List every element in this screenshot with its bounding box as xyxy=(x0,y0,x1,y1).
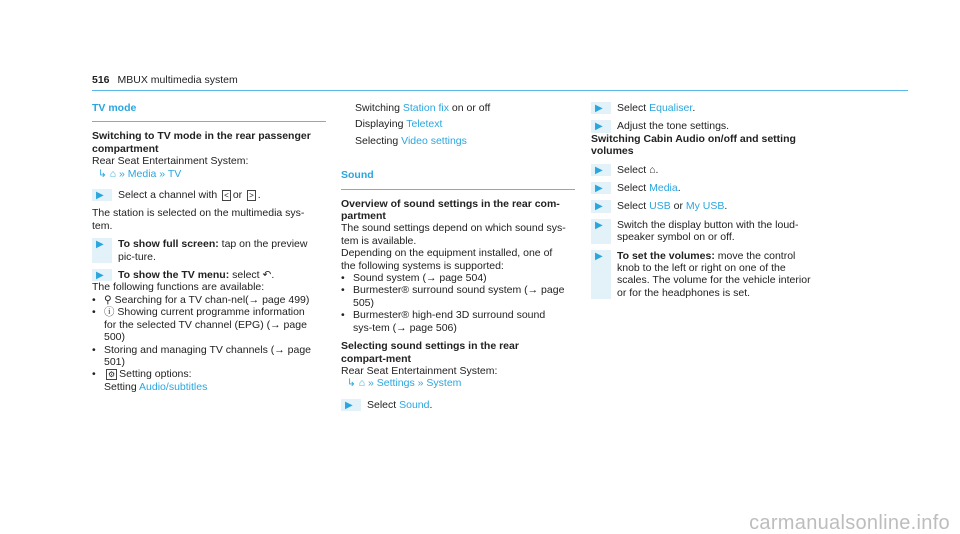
section-title-sound: Sound xyxy=(341,169,374,182)
text: Displaying xyxy=(355,118,404,131)
list-item-text: Sound system (→ page 504) xyxy=(353,272,487,285)
play-arrow-icon: ▶ xyxy=(595,183,603,195)
step-end: . xyxy=(257,189,261,202)
list-item-text: Burmester® high-end 3D surround sound sys-tem (→ page 506) xyxy=(353,309,546,334)
station-fix-link[interactable]: Station fix xyxy=(402,102,449,114)
text: . xyxy=(692,102,696,114)
text: Select xyxy=(617,200,647,213)
enter-arrow-icon: ↳ xyxy=(347,377,356,390)
play-arrow-icon: ▶ xyxy=(96,239,104,251)
play-arrow-icon: ▶ xyxy=(96,190,104,202)
text: . xyxy=(724,200,728,213)
home-icon[interactable]: ⌂ xyxy=(649,163,656,176)
list-item-search: Searching for a TV chan-nel(→ page 499) xyxy=(114,293,310,306)
list-item-options: Setting options: xyxy=(119,368,192,381)
step-marker xyxy=(591,164,611,176)
list-item xyxy=(92,344,317,369)
step-full-screen xyxy=(92,238,317,263)
page-title: MBUX multimedia system xyxy=(117,74,238,86)
play-arrow-icon: ▶ xyxy=(595,103,603,114)
step-or: or xyxy=(232,189,243,202)
list-item xyxy=(92,294,317,306)
chevron-right-icon[interactable]: > xyxy=(249,191,254,201)
list-item-storing: Storing and managing TV channels (→ page 501) xyxy=(104,343,312,368)
spacer xyxy=(92,180,317,189)
list-item-text: Burmester® surround sound system (→ page 505) xyxy=(353,284,565,309)
play-arrow-icon: ▶ xyxy=(595,164,603,176)
home-icon[interactable]: ⌂ xyxy=(109,167,117,180)
step-text xyxy=(611,164,816,176)
step-select-home xyxy=(591,164,816,176)
step-text xyxy=(112,238,317,263)
step-adjust-tone xyxy=(591,120,816,132)
column-2 xyxy=(341,102,566,411)
line-video-settings xyxy=(341,135,566,147)
column-3 xyxy=(591,102,816,299)
teletext-link[interactable]: Teletext xyxy=(406,118,443,131)
text: Select xyxy=(367,398,397,411)
spacer xyxy=(341,147,566,169)
step-text-a: Select a channel with xyxy=(118,189,218,202)
breadcrumb xyxy=(341,377,566,389)
step-marker xyxy=(591,200,611,212)
step-body: tap on the preview pic-ture. xyxy=(118,238,308,263)
text: . xyxy=(677,182,681,195)
bullet: • xyxy=(341,284,345,297)
breadcrumb-media[interactable]: Media xyxy=(127,167,157,180)
context-text: Rear Seat Entertainment System: xyxy=(341,364,498,377)
step-marker xyxy=(591,182,611,194)
step-marker xyxy=(341,399,361,411)
setting-label: Setting xyxy=(104,380,137,393)
line-station-fix xyxy=(341,102,566,114)
bullet: • xyxy=(92,343,96,356)
text: . xyxy=(655,163,659,176)
bullet: • xyxy=(341,272,345,285)
step-text xyxy=(112,189,317,201)
text: Select xyxy=(617,102,647,114)
step-select-media xyxy=(591,182,816,194)
context-text: Rear Seat Entertainment System: xyxy=(92,155,249,168)
page-header xyxy=(92,74,238,86)
step-bold: To show full screen: xyxy=(118,238,219,251)
heading-switching-tv: Switching to TV mode in the rear passenger compartment xyxy=(92,130,311,155)
step-bold: To set the volumes: xyxy=(617,249,715,262)
header-divider xyxy=(92,90,908,91)
chevron-right-icon: » xyxy=(417,377,424,390)
enter-arrow-icon: ↳ xyxy=(98,167,107,180)
media-link[interactable]: Media xyxy=(649,182,678,195)
bullet: • xyxy=(92,368,96,381)
my-usb-link[interactable]: My USB xyxy=(685,200,725,213)
step-marker xyxy=(591,120,611,132)
paragraph-station-selected: The station is selected on the multimedia sys-tem. xyxy=(92,207,305,232)
heading-cabin-audio: Switching Cabin Audio on/off and setting volumes xyxy=(591,132,796,158)
play-arrow-icon: ▶ xyxy=(595,121,603,133)
step-text xyxy=(611,200,816,212)
section-title-tv-mode: TV mode xyxy=(92,102,137,114)
bullet: • xyxy=(92,293,96,306)
step-marker xyxy=(591,250,611,300)
text: . xyxy=(429,398,433,411)
search-icon: ⚲ xyxy=(104,293,112,306)
step-text xyxy=(361,399,566,411)
step-marker xyxy=(591,102,611,114)
watermark: carmanualsonline.info xyxy=(749,511,950,534)
step-body: move the control knob to the left or right on one of the scales. The volume for the vehicle interior or for the headphones is set. xyxy=(617,249,811,299)
play-arrow-icon: ▶ xyxy=(595,219,603,231)
list-item xyxy=(341,284,566,309)
list-item xyxy=(92,368,317,393)
usb-link[interactable]: USB xyxy=(649,200,671,213)
step-body: select xyxy=(229,269,260,282)
list-item-text xyxy=(104,368,207,393)
step-text: To show the TV menu: select ↶. xyxy=(118,269,275,282)
info-icon: ⓘ xyxy=(104,306,115,319)
step-marker xyxy=(591,219,611,244)
step-text xyxy=(611,182,816,194)
list-item-text xyxy=(104,294,309,306)
step-select-sound xyxy=(341,399,566,411)
step-marker xyxy=(92,269,112,281)
text: Selecting xyxy=(355,134,399,147)
breadcrumb-tv[interactable]: TV xyxy=(167,167,182,180)
section-divider xyxy=(341,189,575,190)
paragraph: Depending on the equipment installed, one of the following systems is supported: xyxy=(341,247,553,272)
bullet: • xyxy=(92,306,96,319)
chevron-right-icon: » xyxy=(159,167,166,180)
step-text xyxy=(611,102,816,114)
back-icon[interactable]: ↶ xyxy=(262,269,272,282)
step-text xyxy=(611,250,816,300)
chevron-right-icon: » xyxy=(119,167,125,180)
settings-icon: ⚙ xyxy=(108,370,116,380)
play-arrow-icon: ▶ xyxy=(345,399,353,411)
step-switch-display xyxy=(591,219,816,244)
text: Select xyxy=(617,182,647,195)
step-select-equaliser xyxy=(591,102,816,114)
list-item xyxy=(341,272,566,284)
chevron-left-icon[interactable]: < xyxy=(224,191,229,201)
step-set-volumes xyxy=(591,250,816,300)
text: Select xyxy=(617,163,647,176)
audio-subtitles-link[interactable]: Audio/subtitles xyxy=(139,380,208,393)
sound-link[interactable]: Sound xyxy=(399,398,430,411)
text: on or off xyxy=(451,102,491,114)
step-text: Adjust the tone settings. xyxy=(617,120,730,133)
list-item-text xyxy=(104,306,317,343)
section-divider xyxy=(92,121,326,122)
breadcrumb-system[interactable]: System xyxy=(426,377,462,390)
chevron-right-icon: » xyxy=(368,377,374,390)
home-icon[interactable]: ⌂ xyxy=(358,377,366,390)
play-arrow-icon: ▶ xyxy=(595,201,603,213)
paragraph-functions: The following functions are available: xyxy=(92,281,265,294)
heading-overview-sound: Overview of sound settings in the rear com-partment xyxy=(341,197,560,223)
list-item xyxy=(92,306,317,343)
step-select-channel xyxy=(92,189,317,201)
step-select-usb xyxy=(591,200,816,212)
breadcrumb xyxy=(92,168,317,180)
heading-selecting-sound: Selecting sound settings in the rear compart-ment xyxy=(341,340,519,365)
equaliser-link[interactable]: Equaliser xyxy=(649,102,693,114)
text: or xyxy=(673,200,683,213)
text: Switching xyxy=(355,102,400,114)
breadcrumb-settings[interactable]: Settings xyxy=(376,377,415,390)
video-settings-link[interactable]: Video settings xyxy=(401,134,467,147)
list-item-epg: Showing current programme information for the selected TV channel (EPG) (→ page 500) xyxy=(104,306,307,344)
step-bold: To show the TV menu: xyxy=(118,269,230,282)
spacer xyxy=(341,390,566,399)
line-teletext xyxy=(341,118,566,130)
step-marker xyxy=(92,189,112,201)
play-arrow-icon: ▶ xyxy=(595,250,603,262)
step-marker xyxy=(92,238,112,263)
step-tv-menu xyxy=(92,269,317,281)
page-number: 516 xyxy=(92,74,110,86)
bullet: • xyxy=(341,309,345,322)
list-item xyxy=(341,309,566,334)
paragraph: The sound settings depend on which sound sys-tem is available. xyxy=(341,222,566,247)
step-text: Switch the display button with the loud-speaker symbol on or off. xyxy=(617,218,799,244)
column-1 xyxy=(92,102,317,393)
play-arrow-icon: ▶ xyxy=(96,270,104,282)
